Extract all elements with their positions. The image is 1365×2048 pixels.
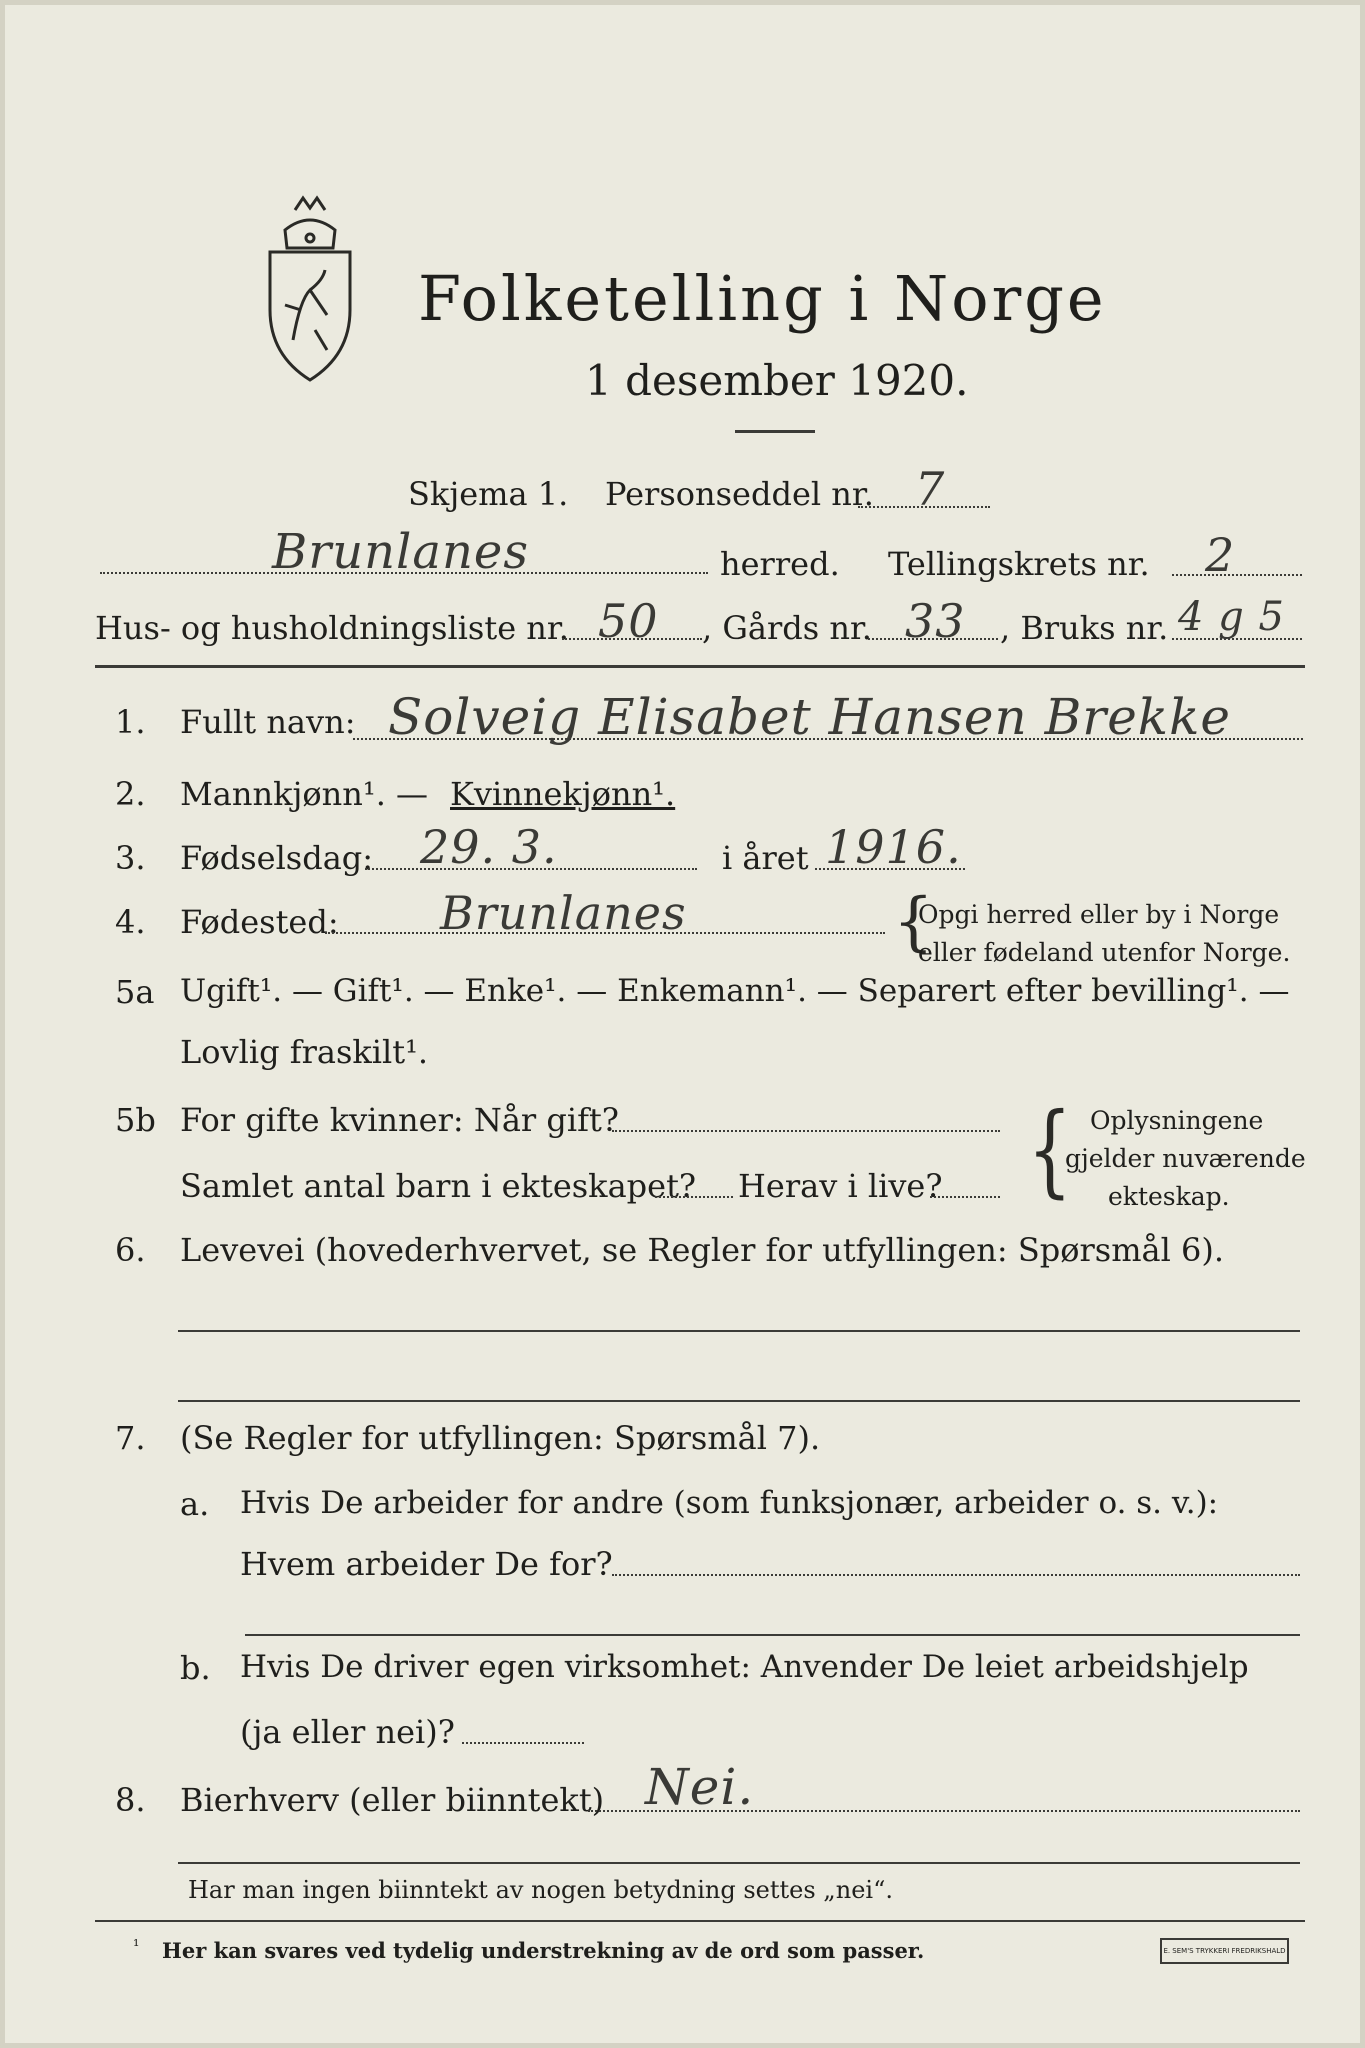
q8-label: Bierhverv (eller biinntekt) <box>180 1781 605 1819</box>
q3-label: Fødselsdag: <box>180 839 374 877</box>
q2-male-option[interactable]: Mannkjønn¹. — <box>180 775 429 813</box>
footnote-text: Her kan svares ved tydelig understrekning av de ord som passer. <box>162 1938 925 1963</box>
gards-value: 33 <box>905 594 966 648</box>
printer-stamp: E. SEM'S TRYKKERI FREDRIKSHALD <box>1160 1938 1289 1964</box>
tellingskrets-value: 2 <box>1205 528 1236 582</box>
q5b-brace: { <box>1027 1091 1073 1208</box>
q6-number: 6. <box>115 1231 146 1269</box>
children-count-field[interactable] <box>655 1196 733 1198</box>
tellingskrets-label: Tellingskrets nr. <box>888 545 1150 583</box>
header-divider <box>95 665 1305 668</box>
q7-label: (Se Regler for utfyllingen: Spørsmål 7). <box>180 1419 821 1457</box>
q4-note-line2: eller fødeland utenfor Norge. <box>918 938 1291 967</box>
birthdate-value: 29. 3. <box>420 820 558 874</box>
q4-number: 4. <box>115 903 146 941</box>
census-date: 1 desember 1920. <box>585 356 969 405</box>
q2-number: 2. <box>115 775 146 813</box>
footnote-mark: ¹ <box>133 1936 140 1955</box>
tellingskrets-field[interactable] <box>1172 574 1302 576</box>
hus-value: 50 <box>598 594 659 648</box>
q7b-letter: b. <box>180 1649 211 1687</box>
q5b-note2: gjelder nuværende <box>1065 1144 1306 1173</box>
occupation-line-1[interactable] <box>178 1330 1300 1332</box>
herred-value: Brunlanes <box>272 524 529 580</box>
q4-label: Fødested: <box>180 903 339 941</box>
personseddel-label: Personseddel nr. <box>605 475 874 513</box>
employer-field[interactable] <box>612 1574 1300 1576</box>
employer-line-2[interactable] <box>245 1634 1300 1636</box>
hired-help-field[interactable] <box>462 1742 584 1744</box>
q7-number: 7. <box>115 1419 146 1457</box>
q8-number: 8. <box>115 1781 146 1819</box>
bruks-value: 4 g 5 <box>1178 594 1285 640</box>
q3-number: 3. <box>115 839 146 877</box>
coat-of-arms-icon <box>255 190 365 390</box>
q7a-line1: Hvis De arbeider for andre (som funksjonær, arbeider o. s. v.): <box>240 1485 1219 1521</box>
birth-year-label: i året <box>722 839 809 877</box>
q6-label: Levevei (hovederhvervet, se Regler for utfyllingen: Spørsmål 6). <box>180 1231 1225 1269</box>
q5b-number: 5b <box>115 1101 156 1139</box>
q1-label: Fullt navn: <box>180 703 356 741</box>
q7b-line1: Hvis De driver egen virksomhet: Anvender De leiet arbeidshjelp <box>240 1649 1249 1685</box>
q5a-line2[interactable]: Lovlig fraskilt¹. <box>180 1033 429 1071</box>
footer-divider <box>95 1920 1305 1922</box>
children-alive-field[interactable] <box>930 1196 1000 1198</box>
side-income-line-2[interactable] <box>178 1862 1300 1864</box>
birthplace-value: Brunlanes <box>440 886 687 940</box>
form-title: Folketelling i Norge <box>418 262 1107 335</box>
occupation-line-2[interactable] <box>178 1400 1300 1402</box>
bruks-label: , Bruks nr. <box>1000 609 1169 647</box>
married-when-field[interactable] <box>612 1130 1000 1132</box>
q5b-note3: ekteskap. <box>1108 1182 1230 1211</box>
q4-note-line1: Opgi herred eller by i Norge <box>918 900 1280 929</box>
q5b-note1: Oplysningene <box>1090 1106 1264 1135</box>
hus-label: Hus- og husholdningsliste nr. <box>95 609 569 647</box>
title-divider <box>735 430 815 433</box>
q2-female-option[interactable]: Kvinnekjønn¹. <box>450 775 676 813</box>
gards-label: , Gårds nr. <box>702 609 872 647</box>
q7b-line2: (ja eller nei)? <box>240 1713 455 1751</box>
q5b-alive-label: Herav i live? <box>738 1167 943 1205</box>
personseddel-value: 7 <box>915 462 946 516</box>
q5a-line1[interactable]: Ugift¹. — Gift¹. — Enke¹. — Enkemann¹. — Separert efter bevilling¹. — <box>180 973 1290 1009</box>
birth-year-value: 1916. <box>825 820 962 874</box>
q1-number: 1. <box>115 703 146 741</box>
q5b-line1: For gifte kvinner: Når gift? <box>180 1101 619 1139</box>
q5b-children-label: Samlet antal barn i ekteskapet? <box>180 1167 697 1205</box>
q4-brace: { <box>893 885 934 959</box>
full-name-value: Solveig Elisabet Hansen Brekke <box>388 688 1231 746</box>
schema-label: Skjema 1. <box>408 475 569 513</box>
q7a-letter: a. <box>180 1485 210 1523</box>
q7a-line2: Hvem arbeider De for? <box>240 1545 613 1583</box>
footer-note: Har man ingen biinntekt av nogen betydning settes „nei“. <box>188 1876 893 1904</box>
side-income-value: Nei. <box>645 1758 755 1816</box>
q5a-number: 5a <box>115 973 155 1011</box>
herred-label: herred. <box>720 545 840 583</box>
